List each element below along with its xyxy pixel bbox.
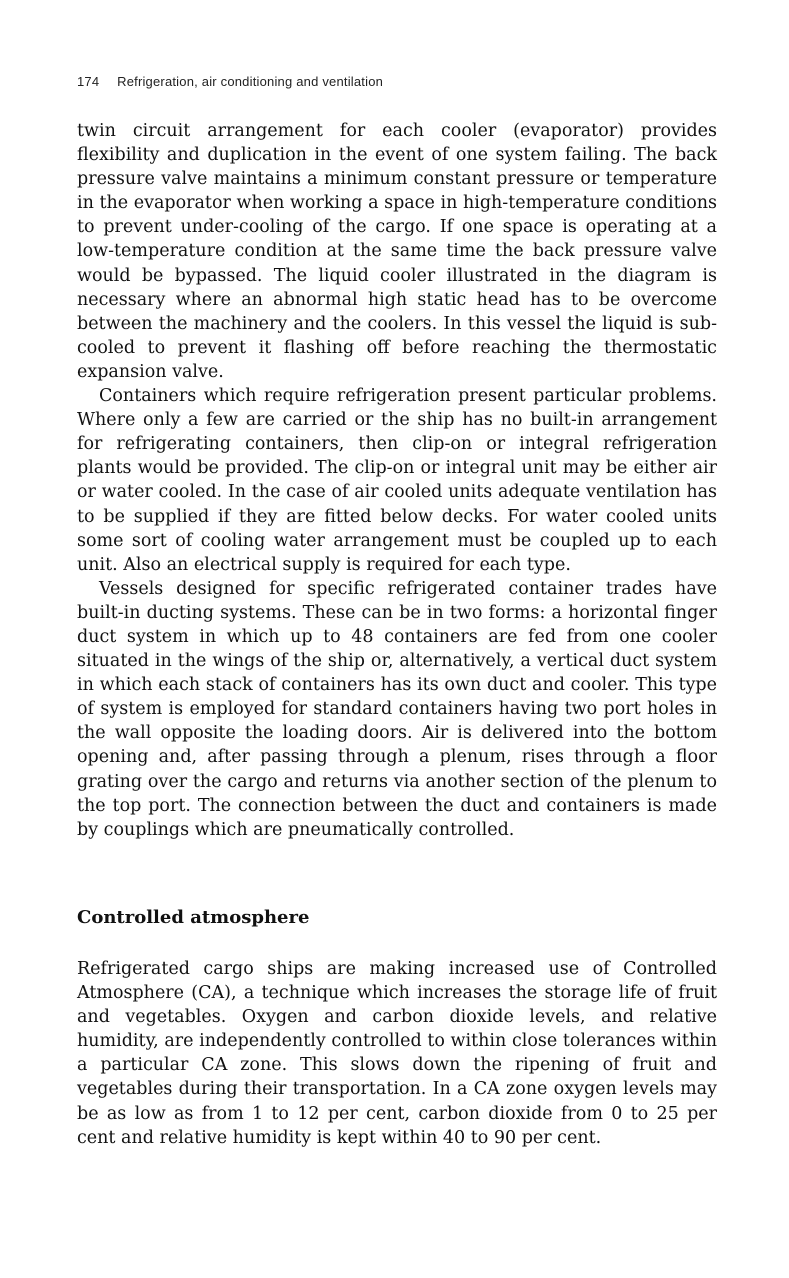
section-heading: Controlled atmosphere [77,907,310,928]
paragraph-ducting-systems: Vessels designed for specific refrigerated container trades have built-in ducting systems. These can be in two forms: a horizontal finger duct system in which up to 48 containers are fed from one cooler situated in the wings of the ship or, alternatively, a vertical duct system in which each stack of containers has its own duct and cooler. This type of system is employed for standard containers having two port holes in the wall opposite the loading doors. Air is delivered into the bottom opening and, after passing through a plenum, rises through a floor grating over the cargo and returns via another section of the plenum to the top port. The connection between the duct and containers is made by couplings which are pneumatically controlled. [77,578,717,840]
paragraph-controlled-atmosphere: Refrigerated cargo ships are making increased use of Controlled Atmosphere (CA), a technique which increases the storage life of fruit and vegetables. Oxygen and carbon dioxide levels, and relative humidity, are independently controlled to within close tolerances within a particular CA zone. This slows down the ripening of fruit and vegetables during their transportation. In a CA zone oxygen levels may be as low as from 1 to 12 per cent, carbon dioxide from 0 to 25 per cent and relative humidity is kept within 40 to 90 per cent. [77,959,717,1148]
main-text [77,119,717,842]
running-title: Refrigeration, air conditioning and ventilation [117,74,384,89]
section-text [77,957,717,1150]
paragraph-twin-circuit: twin circuit arrangement for each cooler (evaporator) provides flexibility and duplication in the event of one system failing. The back pressure valve maintains a minimum constant pressure or temperature in the evaporator when working a space in high-temperature conditions to prevent under-cooling of the cargo. If one space is operating at a low-temperature condition at the same time the back pressure valve would be bypassed. The liquid cooler illustrated in the diagram is necessary where an abnormal high static head has to be overcome between the machinery and the coolers. In this vessel the liquid is sub-cooled to prevent it flashing off before reaching the thermostatic expansion valve. [77,121,717,382]
page-number: 174 [77,74,100,89]
running-head [77,74,383,89]
paragraph-containers: Containers which require refrigeration present particular problems. Where only a few are carried or the ship has no built-in arrangement for refrigerating containers, then clip-on or integral refrigeration plants would be provided. The clip-on or integral unit may be either air or water cooled. In the case of air cooled units adequate ventilation has to be supplied if they are fitted below decks. For water cooled units some sort of cooling water arrangement must be coupled up to each unit. Also an electrical supply is required for each type. [77,386,717,575]
